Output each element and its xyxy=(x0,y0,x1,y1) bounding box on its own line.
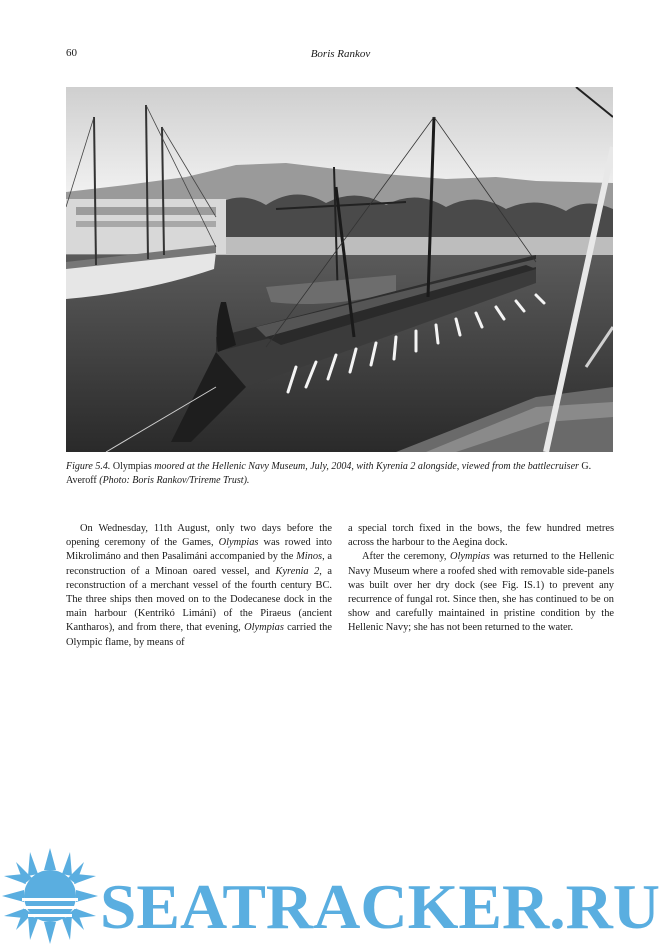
caption-ship-name: Olympias xyxy=(112,461,152,472)
watermark-graphic xyxy=(0,848,669,947)
ship-name: Kyrenia 2 xyxy=(275,565,320,577)
text-run: carried the Olympic flame, by means of xyxy=(66,622,332,648)
running-head-author: Boris Rankov xyxy=(310,48,371,60)
figure-photo xyxy=(66,87,613,452)
paragraph-1-continued: a special torch fixed in the bows, the few hundred metres across the harbour to the Aegina dock. xyxy=(348,523,614,549)
caption-credit: (Photo: Boris Rankov/Trireme Trust). xyxy=(99,475,250,486)
text-run: was returned to the Hellenic Navy Museum where a roofed shed with removable side-panels was built over her dry dock (see Fig. IS.1) to prevent any recurrence of fungal rot. Since then, she has continued to be on show and carefully maintained in pristine condition by the Hellenic Navy; she has not been returned to the water. xyxy=(348,551,615,634)
ship-name: Olympias xyxy=(218,537,259,549)
caption-averoff: G. Averoff xyxy=(66,461,592,486)
paragraph-1 xyxy=(66,522,332,650)
watermark xyxy=(0,848,669,947)
caption-text: moored at the Hellenic Navy Museum, July, 2004, with Kyrenia 2 alongside, viewed from the battlecruiser xyxy=(154,461,579,472)
text-run: , a reconstruction of a Minoan oared vessel, and xyxy=(66,551,332,577)
page-number: 60 xyxy=(66,47,77,59)
text-run: On Wednesday, 11th August, only two days before the opening ceremony of the Games, xyxy=(66,523,332,549)
paragraph-2 xyxy=(348,550,614,635)
body-column-right xyxy=(348,522,614,636)
ship-name: Olympias xyxy=(449,551,490,563)
trireme-photo-illustration xyxy=(66,87,613,452)
text-run: , a reconstruction of a merchant vessel of the fourth century BC. The three ships then moved on to the Dodecanese dock in the main harbour (Kentrikó Limáni) of the Piraeus (ancient Kantharos), and from there, that evening, xyxy=(66,565,332,634)
caption-figure-label: Figure 5.4. xyxy=(66,461,111,472)
ship-name: Minos xyxy=(296,551,323,563)
ship-name: Olympias xyxy=(244,622,284,634)
sun-icon xyxy=(2,848,98,944)
text-run: After the ceremony, xyxy=(362,551,447,563)
body-column-left xyxy=(66,522,332,650)
text-run: was rowed into Mikrolimáno and then Pasalimáni accompanied by the xyxy=(66,537,332,563)
figure-caption xyxy=(66,460,616,488)
watermark-text: SEATRACKER.RU xyxy=(100,871,660,942)
